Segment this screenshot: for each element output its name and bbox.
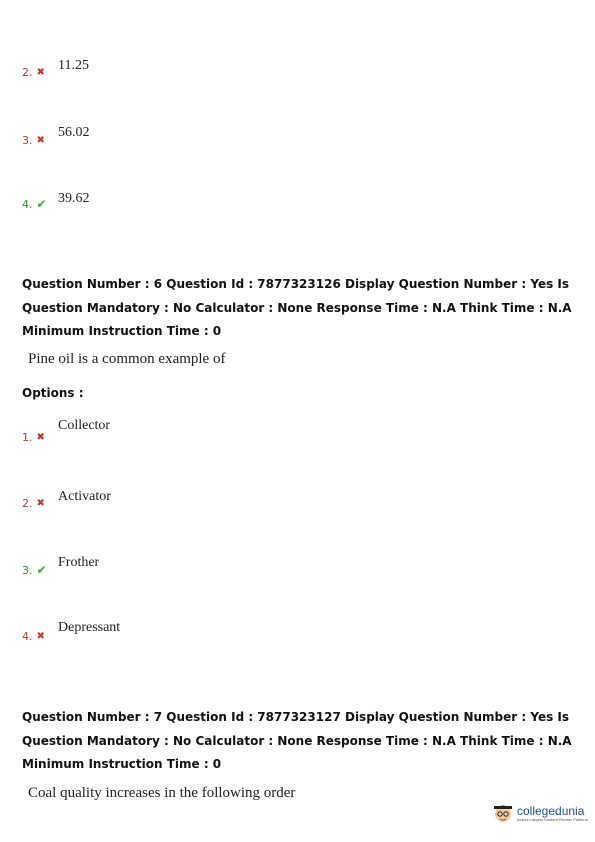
option-text: Depressant [58, 620, 121, 635]
options-label: Options : [22, 386, 84, 400]
wrong-mark-icon: ✖ [36, 135, 45, 146]
brand-name: collegedunia [517, 803, 585, 818]
question-6-text: Pine oil is a common example of [28, 351, 226, 367]
question-6-header: Question Number : 6 Question Id : 7877323126 Display Question Number : Yes Is Question Mandatory : No Calculator : None Response Time : N.A Think Time : N.A Minimum Instruction Time : 0 [22, 277, 572, 338]
mascot-icon [492, 800, 514, 826]
question-7-text: Coal quality increases in the following order [28, 785, 296, 801]
option-text: 39.62 [58, 191, 90, 206]
brand-tagline: India's Largest Student Review Platform [517, 816, 589, 822]
option-number: 3. [22, 134, 33, 147]
option-number: 2. [22, 66, 33, 79]
wrong-mark-icon: ✖ [36, 498, 45, 509]
option-number: 4. [22, 630, 33, 643]
question-7-header: Question Number : 7 Question Id : 7877323127 Display Question Number : Yes Is Question Mandatory : No Calculator : None Response Time : N.A Think Time : N.A Minimum Instruction Time : 0 [22, 710, 572, 771]
check-mark-icon: ✔ [36, 563, 47, 577]
option-text: Activator [58, 489, 111, 504]
option-number: 4. [22, 197, 33, 211]
option-number: 3. [22, 563, 33, 577]
option-text: Collector [58, 418, 111, 433]
option-text: 56.02 [58, 125, 90, 140]
check-mark-icon: ✔ [36, 197, 47, 211]
wrong-mark-icon: ✖ [36, 631, 45, 642]
wrong-mark-icon: ✖ [36, 67, 45, 78]
option-number: 1. [22, 431, 33, 444]
wrong-mark-icon: ✖ [36, 432, 45, 443]
option-number: 2. [22, 497, 33, 510]
collegedunia-logo [492, 800, 588, 826]
option-text: Frother [58, 555, 100, 570]
option-text: 11.25 [58, 58, 89, 73]
